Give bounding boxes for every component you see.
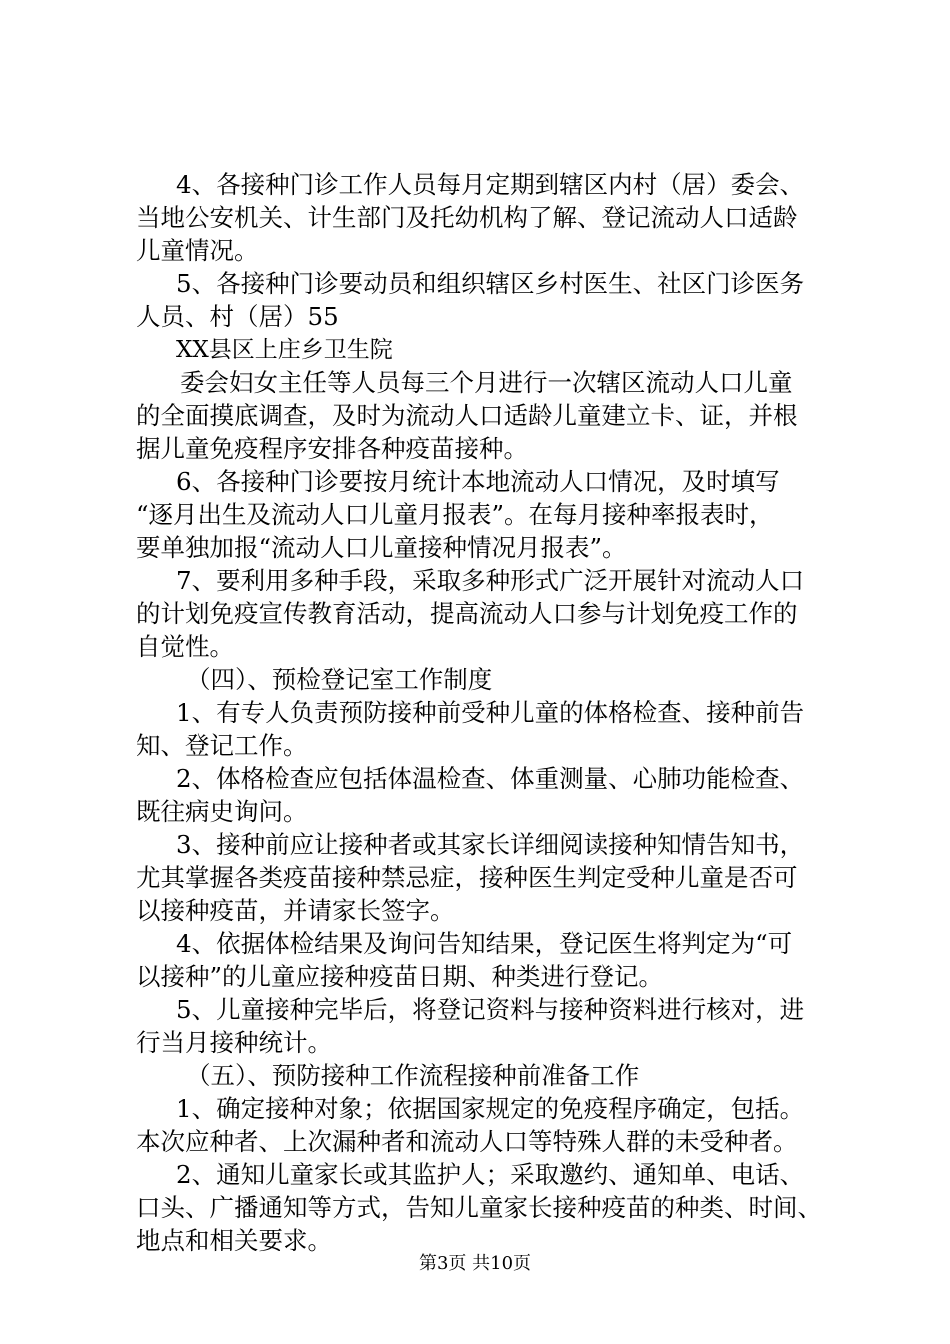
paragraph-line: 人员、村（居）55 xyxy=(136,302,339,331)
paragraph-line: 口头、广播通知等方式，告知儿童家长接种疫苗的种类、时间、 xyxy=(136,1193,822,1222)
paragraph-line: 5、儿童接种完毕后，将登记资料与接种资料进行核对，进 xyxy=(176,995,805,1024)
paragraph-line: 7、要利用多种手段，采取多种形式广泛开展针对流动人口 xyxy=(176,566,805,595)
paragraph-line: 行当月接种统计。 xyxy=(136,1028,332,1057)
paragraph-line: 据儿童免疫程序安排各种疫苗接种。 xyxy=(136,434,528,463)
paragraph-line: 地点和相关要求。 xyxy=(136,1226,332,1255)
paragraph-line: 委会妇女主任等人员每三个月进行一次辖区流动人口儿童 xyxy=(180,368,793,397)
paragraph-line: 以接种疫苗，并请家长签字。 xyxy=(136,896,455,925)
paragraph-line: 2、体格检查应包括体温检查、体重测量、心肺功能检查、 xyxy=(176,764,805,793)
header-note: XX县区上庄乡卫生院 xyxy=(176,337,393,363)
paragraph-line: 3、接种前应让接种者或其家长详细阅读接种知情告知书， xyxy=(176,830,805,859)
paragraph-line: 的计划免疫宣传教育活动，提高流动人口参与计划免疫工作的 xyxy=(136,599,798,628)
paragraph-line: 要单独加报“流动人口儿童接种情况月报表”。 xyxy=(136,533,627,562)
paragraph-line: 既往病史询问。 xyxy=(136,797,308,826)
paragraph-line: 本次应种者、上次漏种者和流动人口等特殊人群的未受种者。 xyxy=(136,1127,798,1156)
section-heading: （四）、预检登记室工作制度 xyxy=(186,665,493,694)
paragraph-line: 4、各接种门诊工作人员每月定期到辖区内村（居）委会、 xyxy=(176,170,805,199)
paragraph-line: “逐月出生及流动人口儿童月报表”。在每月接种率报表时， xyxy=(136,500,774,529)
paragraph-line: 尤其掌握各类疫苗接种禁忌症，接种医生判定受种儿童是否可 xyxy=(136,863,798,892)
paragraph-line: 知、登记工作。 xyxy=(136,731,308,760)
paragraph-line: 的全面摸底调查，及时为流动人口适龄儿童建立卡、证，并根 xyxy=(136,401,798,430)
paragraph-line: 以接种”的儿童应接种疫苗日期、种类进行登记。 xyxy=(136,962,664,991)
paragraph-line: 6、各接种门诊要按月统计本地流动人口情况，及时填写 xyxy=(176,467,780,496)
paragraph-line: 2、通知儿童家长或其监护人；采取邀约、通知单、电话、 xyxy=(176,1160,805,1189)
paragraph-line: 自觉性。 xyxy=(136,632,234,661)
paragraph-line: 儿童情况。 xyxy=(136,236,259,265)
paragraph-line: 5、各接种门诊要动员和组织辖区乡村医生、社区门诊医务 xyxy=(176,269,805,298)
paragraph-line: 当地公安机关、计生部门及托幼机构了解、登记流动人口适龄 xyxy=(136,203,798,232)
paragraph-line: 1、确定接种对象；依据国家规定的免疫程序确定，包括。 xyxy=(176,1094,805,1123)
paragraph-line: 4、依据体检结果及询问告知结果，登记医生将判定为“可 xyxy=(176,929,793,958)
page-number-footer: 第3页 共10页 xyxy=(418,1253,532,1274)
paragraph-line: 1、有专人负责预防接种前受种儿童的体格检查、接种前告 xyxy=(176,698,805,727)
section-heading: （五）、预防接种工作流程接种前准备工作 xyxy=(186,1061,640,1090)
